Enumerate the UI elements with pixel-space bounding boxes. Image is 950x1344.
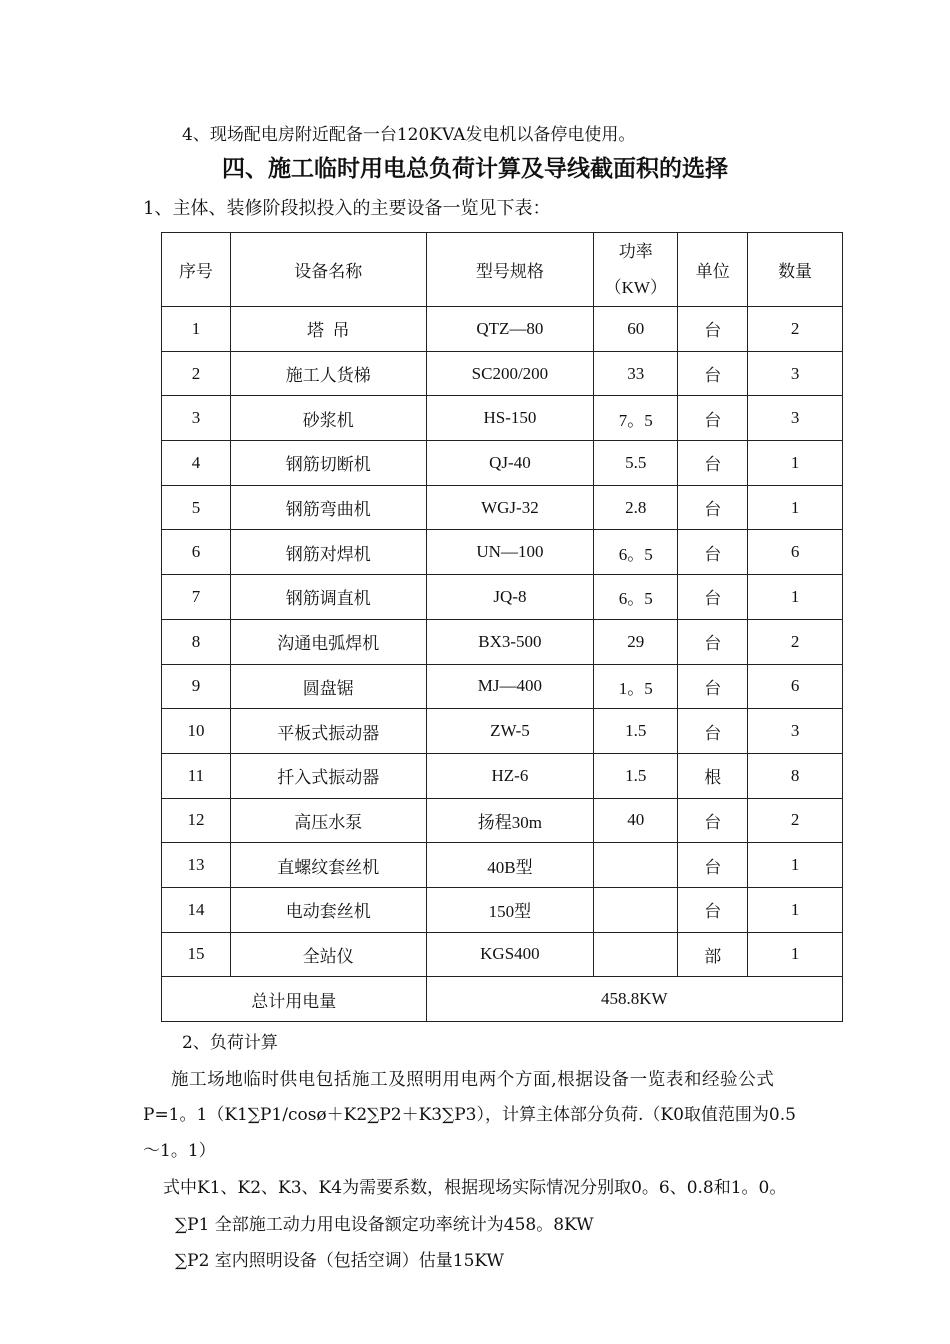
cell-unit: 台 <box>678 530 748 575</box>
cell-no: 2 <box>162 351 231 396</box>
table-row <box>162 307 843 352</box>
cell-name: 扦入式振动器 <box>230 753 426 798</box>
cell-qty: 6 <box>748 664 843 709</box>
header-model: 型号规格 <box>426 233 594 307</box>
cell-power <box>594 887 678 932</box>
cell-name: 塔 吊 <box>230 307 426 352</box>
table-row <box>162 351 843 396</box>
cell-unit: 台 <box>678 664 748 709</box>
table-total-row <box>162 977 843 1022</box>
cell-model: ZW-5 <box>426 709 594 754</box>
table-row <box>162 396 843 441</box>
subsection-2: 2、负荷计算 <box>182 1033 278 1053</box>
cell-power: 1.5 <box>594 753 678 798</box>
cell-qty: 3 <box>748 396 843 441</box>
cell-unit: 部 <box>678 932 748 977</box>
cell-qty: 6 <box>748 530 843 575</box>
cell-power: 6。5 <box>594 530 678 575</box>
cell-power: 2.8 <box>594 485 678 530</box>
cell-model: 150型 <box>426 887 594 932</box>
cell-qty: 2 <box>748 798 843 843</box>
cell-qty: 1 <box>748 887 843 932</box>
header-power-line1: 功率 <box>618 241 653 261</box>
header-power-line2: （KW） <box>604 277 667 297</box>
p1-line: ∑P1 全部施工动力用电设备额定功率统计为458。8KW <box>175 1215 594 1235</box>
table-row <box>162 530 843 575</box>
cell-unit: 台 <box>678 307 748 352</box>
table-row <box>162 753 843 798</box>
table-row <box>162 932 843 977</box>
table-row <box>162 887 843 932</box>
cell-name: 钢筋切断机 <box>230 441 426 486</box>
intro-line: 4、现场配电房附近配备一台120KVA发电机以备停电使用。 <box>182 125 636 145</box>
paragraph-1-line-3: ～1。1） <box>143 1141 216 1161</box>
cell-model: JQ-8 <box>426 575 594 620</box>
header-name: 设备名称 <box>230 233 426 307</box>
cell-power <box>594 932 678 977</box>
equipment-table <box>161 232 843 1022</box>
table-row <box>162 798 843 843</box>
cell-unit: 台 <box>678 619 748 664</box>
table-row <box>162 664 843 709</box>
cell-unit: 台 <box>678 575 748 620</box>
cell-no: 15 <box>162 932 231 977</box>
p2-line: ∑P2 室内照明设备（包括空调）估量15KW <box>175 1251 504 1271</box>
cell-model: QTZ—80 <box>426 307 594 352</box>
cell-qty: 1 <box>748 441 843 486</box>
cell-name: 钢筋对焊机 <box>230 530 426 575</box>
cell-unit: 台 <box>678 709 748 754</box>
cell-no: 10 <box>162 709 231 754</box>
cell-qty: 2 <box>748 307 843 352</box>
cell-qty: 1 <box>748 843 843 888</box>
cell-qty: 1 <box>748 485 843 530</box>
cell-model: KGS400 <box>426 932 594 977</box>
cell-power: 40 <box>594 798 678 843</box>
cell-model: WGJ-32 <box>426 485 594 530</box>
cell-model: QJ-40 <box>426 441 594 486</box>
cell-qty: 2 <box>748 619 843 664</box>
paragraph-2: 式中K1、K2、K3、K4为需要系数，根据现场实际情况分别取0。6、0.8和1。0。 <box>163 1178 787 1198</box>
header-power <box>594 233 678 307</box>
cell-unit: 台 <box>678 798 748 843</box>
cell-no: 4 <box>162 441 231 486</box>
cell-qty: 3 <box>748 709 843 754</box>
cell-power: 6。5 <box>594 575 678 620</box>
cell-unit: 台 <box>678 351 748 396</box>
cell-model: 40B型 <box>426 843 594 888</box>
cell-power: 5.5 <box>594 441 678 486</box>
cell-power: 33 <box>594 351 678 396</box>
header-no: 序号 <box>162 233 231 307</box>
cell-name: 圆盘锯 <box>230 664 426 709</box>
cell-qty: 3 <box>748 351 843 396</box>
cell-no: 11 <box>162 753 231 798</box>
table-row <box>162 619 843 664</box>
cell-no: 14 <box>162 887 231 932</box>
cell-model: MJ—400 <box>426 664 594 709</box>
cell-model: BX3-500 <box>426 619 594 664</box>
cell-no: 7 <box>162 575 231 620</box>
cell-qty: 1 <box>748 575 843 620</box>
subsection-1: 1、主体、装修阶段拟投入的主要设备一览见下表： <box>143 198 551 219</box>
cell-no: 13 <box>162 843 231 888</box>
cell-qty: 1 <box>748 932 843 977</box>
cell-model: UN—100 <box>426 530 594 575</box>
paragraph-1-line-1: 施工场地临时供电包括施工及照明用电两个方面,根据设备一览表和经验公式 <box>171 1070 775 1090</box>
header-qty: 数量 <box>748 233 843 307</box>
cell-no: 8 <box>162 619 231 664</box>
cell-name: 全站仪 <box>230 932 426 977</box>
table-row <box>162 575 843 620</box>
total-value: 458.8KW <box>426 977 842 1022</box>
table-header-row <box>162 233 843 307</box>
cell-power: 1.5 <box>594 709 678 754</box>
cell-model: HS-150 <box>426 396 594 441</box>
table-row <box>162 709 843 754</box>
table-row <box>162 843 843 888</box>
cell-no: 5 <box>162 485 231 530</box>
paragraph-1-line-2: P=1。1（K1∑P1/cosø＋K2∑P2＋K3∑P3），计算主体部分负荷.（K0取值范围为0.5 <box>143 1105 796 1125</box>
cell-name: 砂浆机 <box>230 396 426 441</box>
cell-unit: 台 <box>678 441 748 486</box>
cell-power <box>594 843 678 888</box>
table-row <box>162 485 843 530</box>
cell-name: 沟通电弧焊机 <box>230 619 426 664</box>
cell-no: 1 <box>162 307 231 352</box>
cell-unit: 台 <box>678 396 748 441</box>
cell-power: 60 <box>594 307 678 352</box>
cell-model: HZ-6 <box>426 753 594 798</box>
cell-model: SC200/200 <box>426 351 594 396</box>
cell-unit: 台 <box>678 843 748 888</box>
section-title: 四、施工临时用电总负荷计算及导线截面积的选择 <box>222 156 728 182</box>
cell-no: 12 <box>162 798 231 843</box>
cell-unit: 根 <box>678 753 748 798</box>
cell-unit: 台 <box>678 887 748 932</box>
cell-name: 施工人货梯 <box>230 351 426 396</box>
total-label: 总计用电量 <box>162 977 427 1022</box>
cell-name: 电动套丝机 <box>230 887 426 932</box>
cell-qty: 8 <box>748 753 843 798</box>
cell-model: 扬程30m <box>426 798 594 843</box>
cell-no: 3 <box>162 396 231 441</box>
cell-name: 直螺纹套丝机 <box>230 843 426 888</box>
cell-power: 7。5 <box>594 396 678 441</box>
cell-unit: 台 <box>678 485 748 530</box>
cell-no: 9 <box>162 664 231 709</box>
cell-power: 29 <box>594 619 678 664</box>
cell-name: 钢筋弯曲机 <box>230 485 426 530</box>
cell-name: 高压水泵 <box>230 798 426 843</box>
cell-name: 平板式振动器 <box>230 709 426 754</box>
cell-name: 钢筋调直机 <box>230 575 426 620</box>
cell-no: 6 <box>162 530 231 575</box>
header-unit: 单位 <box>678 233 748 307</box>
table-row <box>162 441 843 486</box>
cell-power: 1。5 <box>594 664 678 709</box>
